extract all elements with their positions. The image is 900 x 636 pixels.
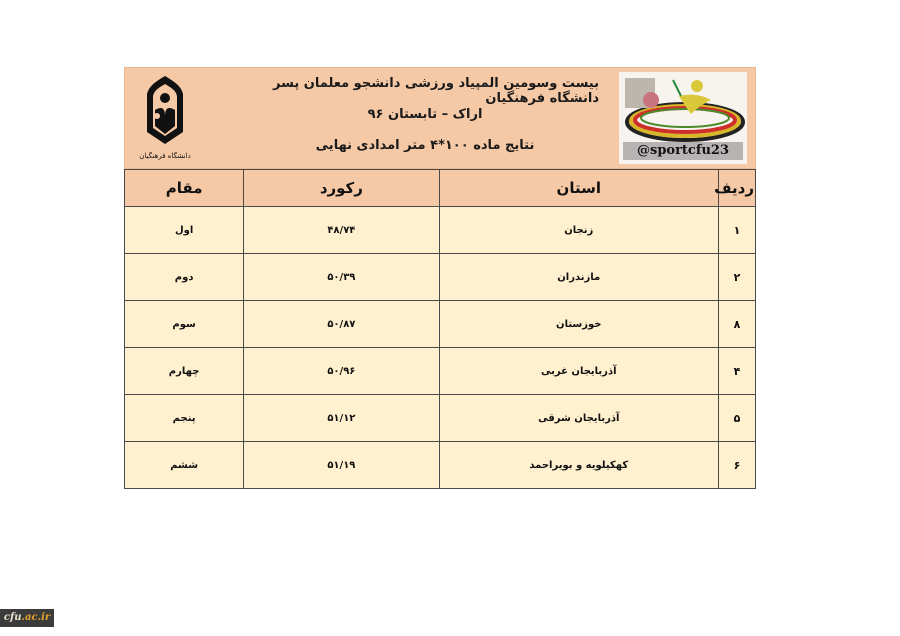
- record-cell: ۵۰/۹۶: [244, 348, 439, 395]
- header-titles: [245, 68, 605, 168]
- results-sheet: [124, 67, 756, 489]
- olympiad-emblem-icon: [619, 72, 747, 144]
- province-cell: آذربایجان شرقی: [439, 395, 719, 442]
- record-cell: ۵۰/۸۷: [244, 301, 439, 348]
- column-header-province: استان: [439, 170, 719, 207]
- record-cell: ۵۱/۱۲: [244, 395, 439, 442]
- column-header-position: مقام: [125, 170, 244, 207]
- province-cell: زنجان: [439, 207, 719, 254]
- event-location: اراک – تابستان ۹۶: [367, 107, 483, 122]
- event-subtitle: نتایج ماده ۱۰۰*۴ متر امدادی نهایی: [315, 138, 535, 153]
- results-table: [124, 169, 756, 489]
- province-cell: خوزستان: [439, 301, 719, 348]
- column-header-rank: ردیف: [719, 170, 756, 207]
- position-cell: پنجم: [125, 395, 244, 442]
- province-cell: آذربایجان غربی: [439, 348, 719, 395]
- rank-cell: ۶: [719, 442, 756, 489]
- position-cell: دوم: [125, 254, 244, 301]
- table-row: [125, 301, 756, 348]
- rank-cell: ۵: [719, 395, 756, 442]
- column-header-record: رکورد: [244, 170, 439, 207]
- position-cell: ششم: [125, 442, 244, 489]
- event-title: بیست وسومین المپیاد ورزشی دانشجو معلمان پسر دانشگاه فرهنگیان: [273, 76, 599, 106]
- site-logo-part2: .ac.ir: [21, 612, 51, 623]
- position-cell: اول: [125, 207, 244, 254]
- record-cell: ۴۸/۷۴: [244, 207, 439, 254]
- table-row: [125, 348, 756, 395]
- table-row: [125, 254, 756, 301]
- position-cell: چهارم: [125, 348, 244, 395]
- rank-cell: ۱: [719, 207, 756, 254]
- record-cell: ۵۰/۳۹: [244, 254, 439, 301]
- svg-text:دانشگاه فرهنگیان: دانشگاه فرهنگیان: [139, 152, 191, 160]
- position-cell: سوم: [125, 301, 244, 348]
- table-row: [125, 207, 756, 254]
- table-row: [125, 442, 756, 489]
- social-handle: @sportcfu23: [623, 142, 743, 160]
- university-logo: [135, 72, 195, 164]
- site-logo-part1: cfu: [3, 612, 22, 623]
- olympiad-logo: [619, 72, 747, 164]
- province-cell: کهکیلویه و بویراحمد: [439, 442, 719, 489]
- rank-cell: ۴: [719, 348, 756, 395]
- header-banner: [124, 67, 756, 169]
- table-row: [125, 395, 756, 442]
- province-cell: مازندران: [439, 254, 719, 301]
- record-cell: ۵۱/۱۹: [244, 442, 439, 489]
- rank-cell: ۲: [719, 254, 756, 301]
- table-header-row: [125, 170, 756, 207]
- farhangian-emblem-icon: [135, 72, 195, 164]
- site-logo[interactable]: [0, 609, 54, 627]
- rank-cell: ۸: [719, 301, 756, 348]
